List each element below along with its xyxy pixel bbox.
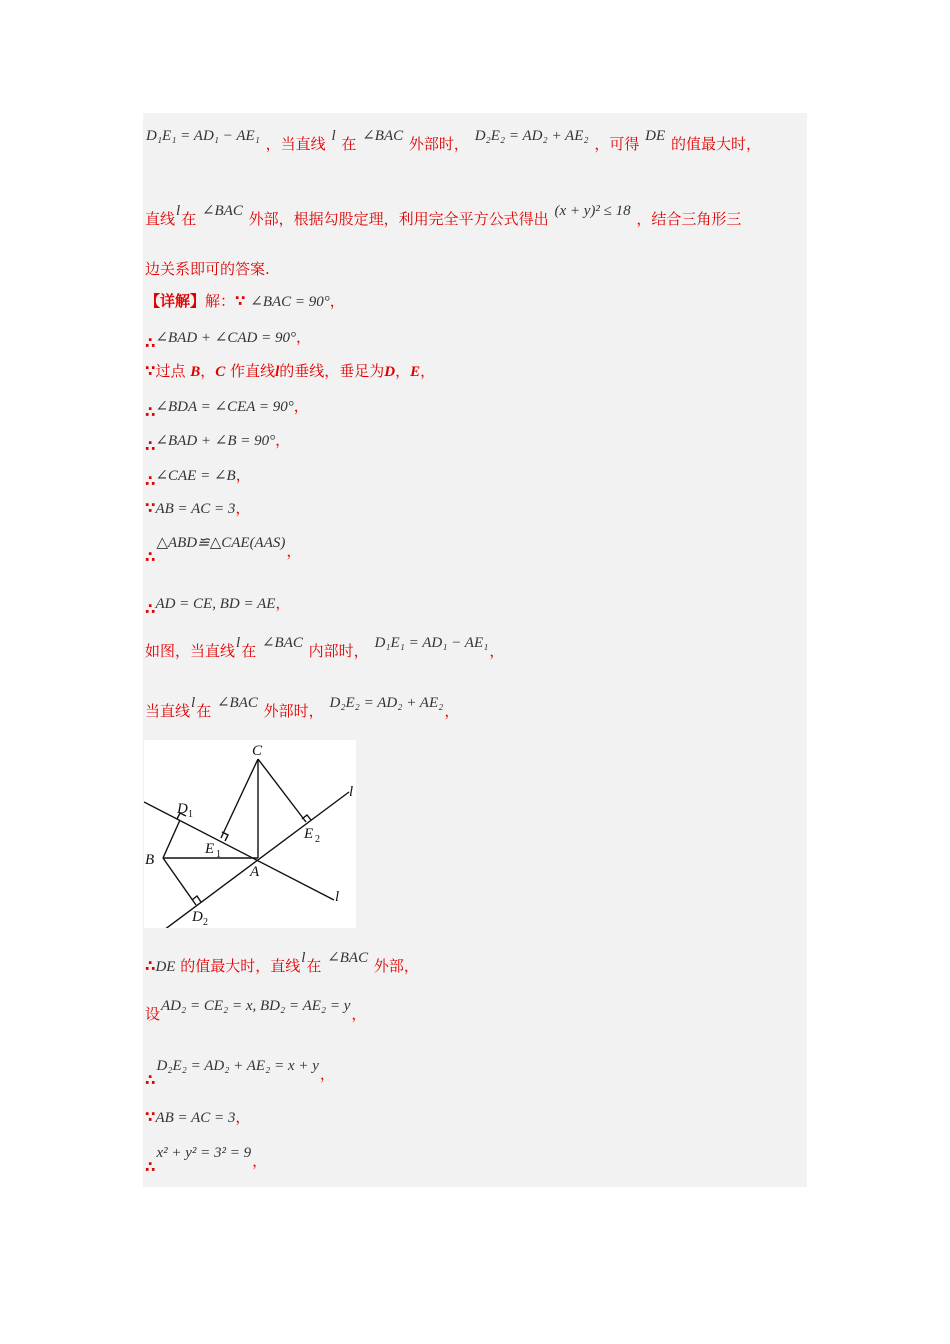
detail-line-6 — [145, 464, 251, 490]
analysis-line-2 — [145, 203, 742, 229]
label-e1-sub: 1 — [216, 849, 221, 860]
text: ， — [275, 594, 291, 612]
math-angle-bac: ∠BAC — [327, 950, 369, 966]
therefore-symbol: ∴ — [145, 437, 156, 455]
math-l: l — [176, 203, 181, 219]
text: 的垂线，垂足为 — [279, 362, 385, 380]
math-l: l — [191, 695, 196, 711]
math-d1e1: D₁E₁ = AD₁ − AE₁ — [146, 128, 260, 144]
math-angle-bac: ∠BAC — [216, 695, 258, 711]
label-l-bottom: l — [335, 889, 340, 905]
text: ， — [235, 1108, 251, 1126]
text: 边关系即可的答案. — [145, 260, 270, 278]
math-l: l — [331, 128, 336, 144]
detail-line-12 — [145, 950, 419, 976]
therefore-symbol: ∴ — [145, 1071, 156, 1089]
math: ∠BAD + ∠CAD = 90° — [155, 330, 296, 346]
point-c: C — [215, 364, 226, 380]
text: ， — [286, 542, 302, 560]
math-congruent: △ABD≌△CAE(AAS) — [156, 535, 286, 551]
text: 在 — [241, 642, 257, 660]
math-square-ineq: (x + y)² ≤ 18 — [554, 203, 631, 219]
text: 设 — [145, 1005, 161, 1023]
because-symbol: ∵ — [145, 1108, 156, 1126]
text: ， — [395, 362, 411, 380]
text: 内部时， — [308, 642, 369, 660]
detail-line-1 — [145, 290, 345, 311]
text: 在 — [306, 957, 322, 975]
detail-line-5 — [145, 429, 291, 455]
math: AD = CE, BD = AE — [155, 596, 276, 612]
math-angle-bac: ∠BAC — [201, 203, 243, 219]
detail-line-11 — [145, 695, 460, 721]
label-d2-sub: 2 — [203, 917, 208, 928]
analysis-line-3 — [145, 258, 270, 279]
text: ， — [275, 431, 291, 449]
math-d2e2: D₂E₂ = AD₂ + AE₂ — [474, 128, 589, 144]
text: 当直线 — [145, 702, 191, 720]
text: ， — [420, 362, 436, 380]
label-c: C — [252, 743, 263, 759]
therefore-symbol: ∴ — [145, 472, 156, 490]
detail-line-9 — [145, 592, 291, 618]
text: ，当直线 — [265, 135, 326, 153]
segment-bd1 — [163, 820, 180, 858]
text: ， — [235, 499, 251, 517]
detail-line-14 — [145, 1058, 335, 1089]
text: ，结合三角形三 — [636, 210, 742, 228]
therefore-symbol: ∴ — [145, 548, 156, 566]
text: 外部，根据勾股定理，利用完全平方公式得出 — [248, 210, 549, 228]
text: ， — [444, 702, 460, 720]
therefore-symbol: ∴ — [145, 334, 156, 352]
detail-line-4 — [145, 395, 309, 421]
math: AB = AC = 3 — [155, 1110, 236, 1126]
text: 在 — [196, 702, 212, 720]
math: AB = AC = 3 — [155, 501, 236, 517]
detail-line-3 — [145, 360, 435, 381]
math-d2e2: D₂E₂ = AD₂ + AE₂ — [329, 695, 444, 711]
text: 在 — [181, 210, 197, 228]
text: 作直线 — [230, 362, 276, 380]
label-a: A — [250, 864, 260, 880]
detail-line-7 — [145, 497, 250, 518]
detail-line-15 — [145, 1106, 250, 1127]
text: 过点 — [155, 362, 186, 380]
label-d1-sub: 1 — [188, 809, 193, 820]
because-symbol: ∵ — [145, 499, 156, 517]
text: ， — [295, 328, 311, 346]
label-b: B — [145, 852, 155, 868]
label-e1: E — [205, 841, 215, 857]
label-e2: E — [304, 826, 314, 842]
math-l: l — [236, 635, 241, 651]
math-pythagoras: x² + y² = 3² = 9 — [156, 1145, 252, 1161]
math-de: DE — [155, 959, 176, 975]
math: ∠BDA = ∠CEA = 90° — [155, 399, 294, 415]
math: ∠CAE = ∠B — [155, 468, 236, 484]
detail-line-2 — [145, 326, 311, 352]
therefore-symbol: ∴ — [145, 403, 156, 421]
text: 外部时， — [408, 135, 469, 153]
text: 如图，当直线 — [145, 642, 236, 660]
math-de: DE — [645, 128, 666, 144]
text: 在 — [341, 135, 357, 153]
detail-line-13 — [145, 998, 367, 1024]
segment-ce1 — [221, 759, 258, 838]
math: ∠BAD + ∠B = 90° — [155, 433, 276, 449]
math-angle-bac: ∠BAC — [362, 128, 404, 144]
math-angle-bac: ∠BAC — [261, 635, 303, 651]
text: ， — [293, 397, 309, 415]
math-set-xy: AD₂ = CE₂ = x, BD₂ = AE₂ = y — [161, 998, 351, 1014]
math-d1e1: D₁E₁ = AD₁ − AE₁ — [374, 635, 489, 651]
math-l: l — [301, 950, 306, 966]
text: ， — [319, 1065, 335, 1083]
label-l-top: l — [349, 784, 354, 800]
text: ， — [489, 642, 505, 660]
text: ， — [329, 292, 345, 310]
therefore-symbol: ∴ — [145, 957, 156, 975]
detail-heading: 【详解】 — [145, 292, 206, 310]
math-d2e2-sum: D₂E₂ = AD₂ + AE₂ = x + y — [156, 1058, 319, 1074]
math: ∠BAC = 90° — [250, 294, 330, 310]
detail-line-8 — [145, 535, 302, 566]
geometry-diagram — [144, 740, 356, 928]
text: 外部时， — [263, 702, 324, 720]
text: ，可得 — [594, 135, 640, 153]
therefore-symbol: ∴ — [145, 1158, 156, 1176]
text: 直线 — [145, 210, 176, 228]
point-b: B — [190, 364, 201, 380]
text: ， — [351, 1005, 367, 1023]
segment-ce2 — [258, 759, 306, 822]
because-symbol: ∵ — [145, 362, 156, 380]
text: ， — [200, 362, 216, 380]
text: ， — [235, 466, 251, 484]
point-e: E — [410, 364, 421, 380]
detail-line-10 — [145, 635, 505, 661]
segment-bd2 — [163, 858, 196, 905]
line-l: l — [275, 364, 280, 380]
point-d: D — [384, 364, 396, 380]
label-d2: D — [192, 909, 203, 925]
label-e2-sub: 2 — [315, 834, 320, 845]
text: 的值最大时，直线 — [180, 957, 301, 975]
because-symbol: ∵ — [235, 292, 246, 310]
text: 解： — [205, 292, 236, 310]
text: ， — [252, 1152, 268, 1170]
text: 外部， — [373, 957, 419, 975]
analysis-line-1 — [145, 128, 761, 154]
geometry-figure — [144, 740, 356, 928]
text: 的值最大时， — [670, 135, 761, 153]
label-d1: D — [177, 801, 188, 817]
therefore-symbol: ∴ — [145, 600, 156, 618]
detail-line-16 — [145, 1145, 268, 1176]
